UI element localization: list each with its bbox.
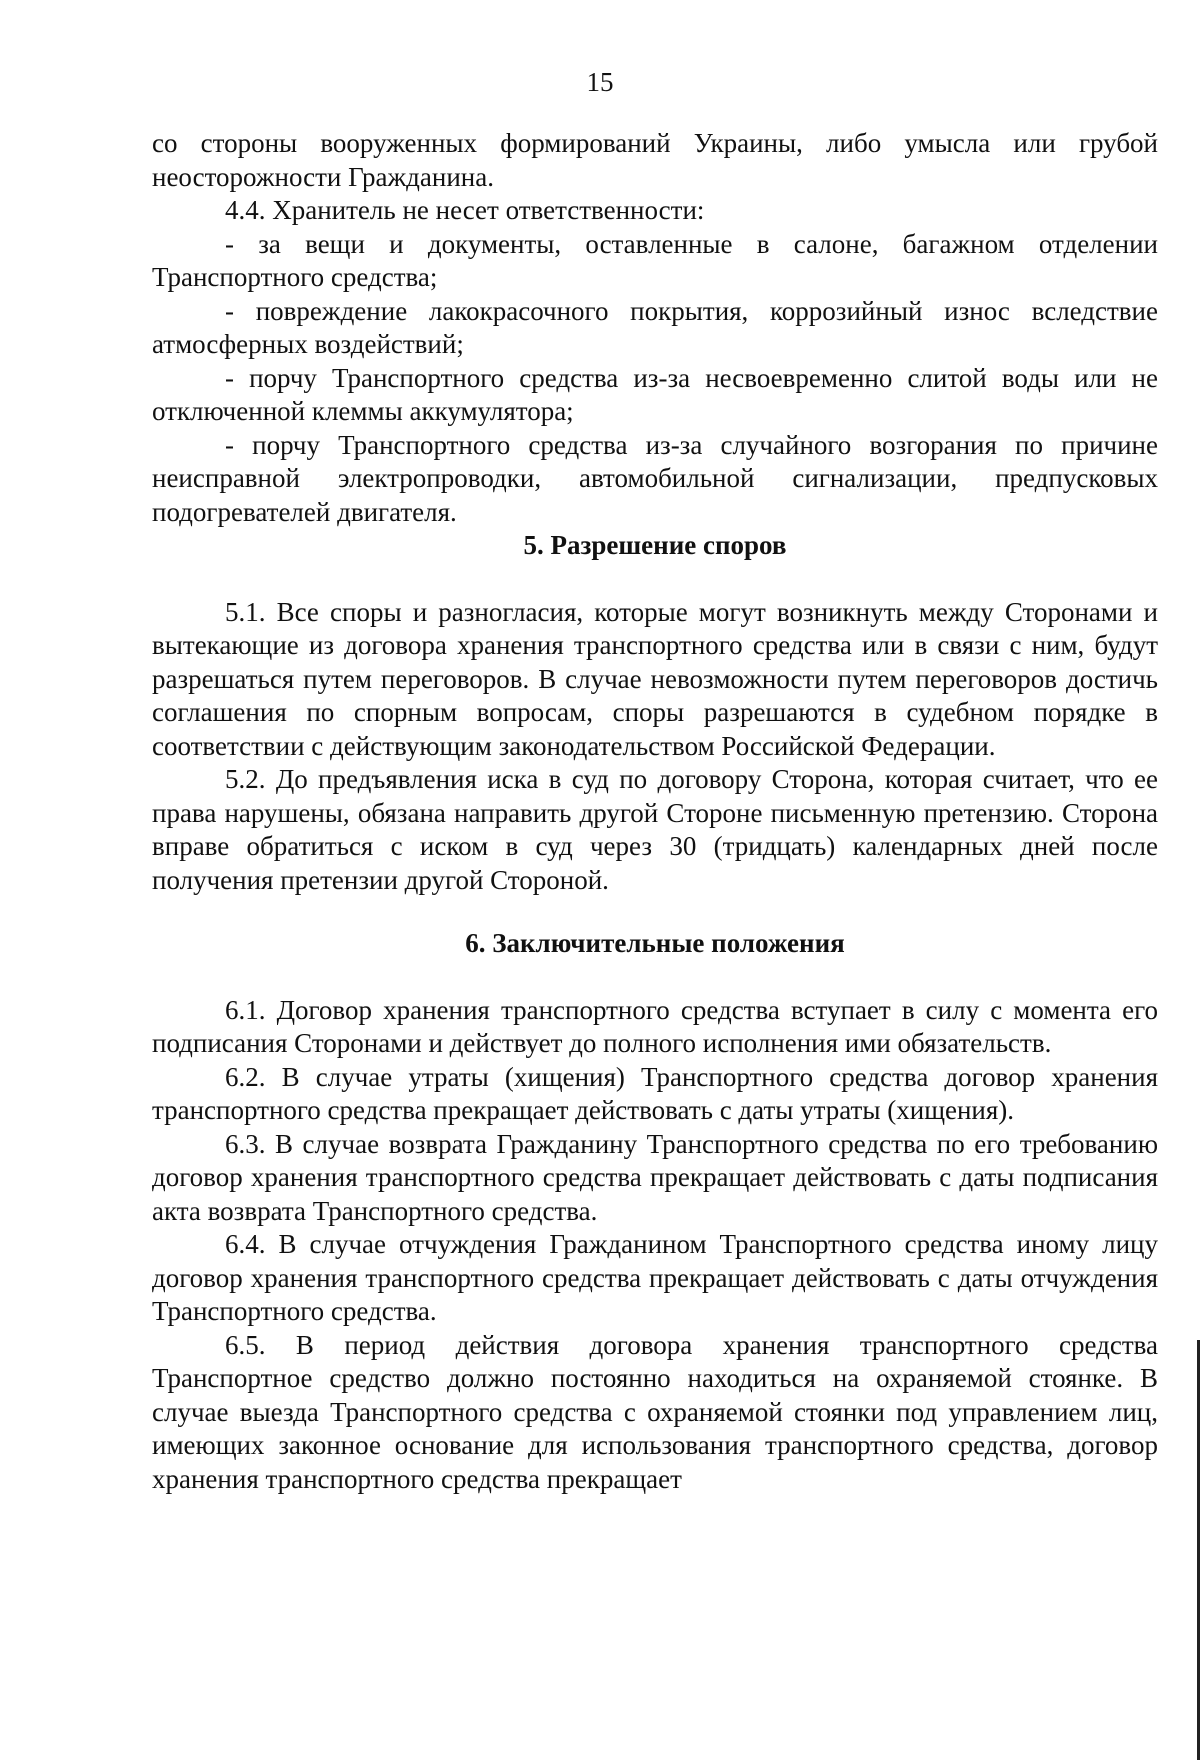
list-item-fire: - порчу Транспортного средства из-за случайного возгорания по причине неисправной электропроводки, автомобильной сигнализации, предпусковых подогревателей двигателя.: [152, 429, 1158, 527]
paragraph-5-1: 5.1. Все споры и разногласия, которые могут возникнуть между Сторонами и вытекающие из договора хранения транспортного средства или в связи с ним, будут разрешаться путем переговоров. В случае невозможности путем переговоров достичь соглашения по спорным вопросам, споры разрешаются в судебном порядке в соответствии с действующим законодательством Российской Федерации.: [152, 596, 1158, 761]
paragraph-5-2: 5.2. До предъявления иска в суд по договору Сторона, которая считает, что ее права нарушены, обязана направить другой Стороне письменную претензию. Сторона вправе обратиться с иском в суд через 30 (тридцать) календарных дней после получения претензии другой Стороной.: [152, 764, 1158, 895]
paragraph-6-4: 6.4. В случае отчуждения Гражданином Транспортного средства иному лицу договор хранения транспортного средства прекращает действовать с даты отчуждения Транспортного средства.: [152, 1229, 1158, 1326]
paragraph-6-2: 6.2. В случае утраты (хищения) Транспортного средства договор хранения транспортного средства прекращает действовать с даты утраты (хищения).: [152, 1061, 1158, 1125]
section-5-heading: 5. Разрешение споров: [523, 530, 787, 560]
paragraph-6-1: 6.1. Договор хранения транспортного средства вступает в силу с момента его подписания Сторонами и действует до полного исполнения ими обязательств.: [152, 994, 1158, 1058]
page-number: 15: [586, 67, 614, 97]
paragraph-continuation: со стороны вооруженных формирований Украины, либо умысла или грубой неосторожности Гражданина.: [152, 128, 1158, 192]
list-item-belongings: - за вещи и документы, оставленные в салоне, багажном отделении Транспортного средства;: [152, 228, 1158, 292]
paragraph-6-5: 6.5. В период действия договора хранения транспортного средства Транспортное средство должно постоянно находиться на охраняемой стоянке. В случае выезда Транспортного средства с охраняемой стоянки под управлением лиц, имеющих законное основание для использования транспортного средства, договор хранения транспортного средства прекращает: [152, 1329, 1158, 1494]
list-item-paint-damage: - повреждение лакокрасочного покрытия, коррозийный износ вследствие атмосферных воздействий;: [152, 295, 1158, 359]
paragraph-4-4: 4.4. Хранитель не несет ответственности:: [225, 195, 705, 225]
document-body: [152, 127, 1158, 1496]
paragraph-6-3: 6.3. В случае возврата Гражданину Транспортного средства по его требованию договор хранения транспортного средства прекращает действовать с даты подписания акта возврата Транспортного средства.: [152, 1128, 1158, 1226]
section-6-heading: 6. Заключительные положения: [465, 928, 845, 958]
list-item-water-battery: - порчу Транспортного средства из-за несвоевременно слитой воды или не отключенной клеммы аккумулятора;: [152, 362, 1158, 426]
